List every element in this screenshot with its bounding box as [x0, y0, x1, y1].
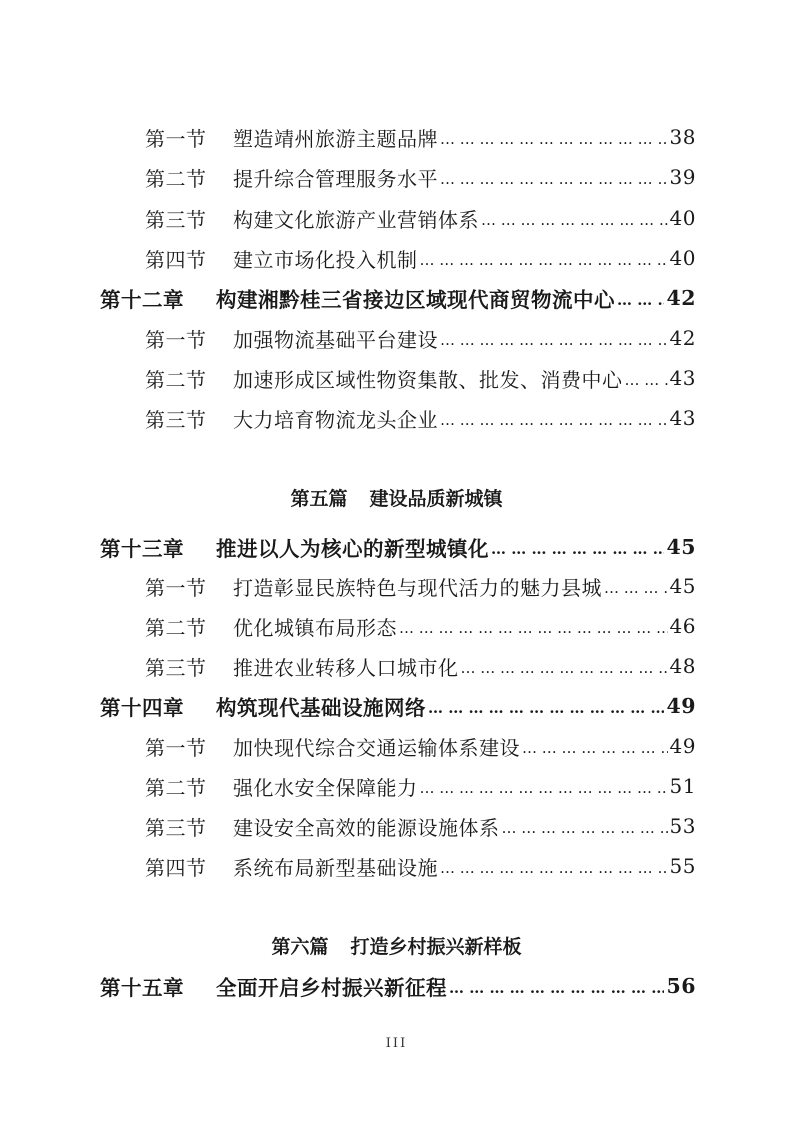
toc-chapter-entry[interactable]	[100, 691, 696, 721]
section-number: 第三节	[145, 655, 207, 680]
section-title: 提升综合管理服务水平	[233, 166, 438, 191]
toc-section-entry[interactable]	[145, 651, 696, 681]
page-ref: 49	[669, 734, 696, 758]
chapter-title: 构筑现代基础设施网络	[216, 696, 426, 720]
section-title: 构建文化旅游产业营销体系	[233, 207, 479, 232]
toc-section-entry[interactable]	[145, 203, 696, 233]
dot-leader	[440, 331, 668, 349]
toc-section-entry[interactable]	[145, 243, 696, 273]
toc-section-entry[interactable]	[145, 731, 696, 761]
dot-leader	[420, 251, 668, 269]
dot-leader	[420, 779, 668, 797]
section-title: 加强物流基础平台建设	[233, 327, 438, 352]
section-title: 推进农业转移人口城市化	[233, 655, 459, 680]
toc-chapter-entry[interactable]	[100, 971, 696, 1001]
dot-leader	[502, 819, 668, 837]
dot-leader	[617, 291, 664, 309]
section-number: 第二节	[145, 775, 207, 800]
toc-section-entry[interactable]	[145, 851, 696, 881]
part-heading	[0, 932, 793, 959]
page-ref: 56	[666, 974, 696, 998]
section-number: 第三节	[145, 207, 207, 232]
dot-leader	[481, 211, 668, 229]
dot-leader	[440, 130, 668, 148]
section-number: 第三节	[145, 815, 207, 840]
part-number: 第五篇	[290, 488, 348, 510]
toc-section-entry[interactable]	[145, 162, 696, 192]
dot-leader	[604, 579, 668, 597]
dot-leader	[440, 411, 668, 429]
section-number: 第三节	[145, 407, 207, 432]
section-title: 打造彰显民族特色与现代活力的魅力县城	[233, 575, 602, 600]
toc-section-entry[interactable]	[145, 571, 696, 601]
chapter-number: 第十二章	[100, 288, 184, 312]
chapter-number: 第十三章	[100, 537, 184, 561]
section-title: 加速形成区域性物资集散、批发、消费中心	[233, 367, 623, 392]
toc-chapter-entry[interactable]	[100, 283, 696, 313]
page-ref: 43	[669, 406, 696, 430]
part-number: 第六篇	[271, 936, 329, 958]
section-number: 第二节	[145, 166, 207, 191]
section-title: 建设安全高效的能源设施体系	[233, 815, 500, 840]
toc-chapter-entry[interactable]	[100, 532, 696, 562]
dot-leader	[440, 170, 668, 188]
page-number: III	[385, 1036, 408, 1051]
chapter-title: 全面开启乡村振兴新征程	[216, 976, 447, 1000]
toc-section-entry[interactable]	[145, 611, 696, 641]
dot-leader	[461, 659, 668, 677]
part-title: 建设品质新城镇	[369, 488, 503, 510]
toc-section-entry[interactable]	[145, 403, 696, 433]
page-ref: 51	[669, 774, 696, 798]
chapter-title: 构建湘黔桂三省接边区域现代商贸物流中心	[216, 288, 615, 312]
page-ref: 38	[669, 125, 696, 149]
section-number: 第一节	[145, 735, 207, 760]
page-ref: 42	[666, 286, 696, 310]
toc-section-entry[interactable]	[145, 323, 696, 353]
chapter-number: 第十四章	[100, 696, 184, 720]
page-ref: 53	[669, 814, 696, 838]
page-ref: 40	[669, 246, 696, 270]
dot-leader	[522, 739, 668, 757]
page-ref: 48	[669, 654, 696, 678]
section-number: 第一节	[145, 126, 207, 151]
page-ref: 45	[666, 535, 696, 559]
page-ref: 42	[669, 326, 696, 350]
page-ref: 55	[669, 854, 696, 878]
section-title: 建立市场化投入机制	[233, 247, 418, 272]
dot-leader	[625, 371, 668, 389]
section-number: 第二节	[145, 615, 207, 640]
toc-section-entry[interactable]	[145, 771, 696, 801]
section-title: 优化城镇布局形态	[233, 615, 397, 640]
page-ref: 39	[669, 165, 696, 189]
page-ref: 49	[666, 694, 696, 718]
page-ref: 40	[669, 206, 696, 230]
section-title: 塑造靖州旅游主题品牌	[233, 126, 438, 151]
section-title: 大力培育物流龙头企业	[233, 407, 438, 432]
chapter-number: 第十五章	[100, 976, 184, 1000]
section-number: 第四节	[145, 855, 207, 880]
section-number: 第四节	[145, 247, 207, 272]
section-title: 系统布局新型基础设施	[233, 855, 438, 880]
page-ref: 43	[669, 366, 696, 390]
part-title: 打造乡村振兴新样板	[350, 936, 522, 958]
page-ref: 45	[669, 574, 696, 598]
dot-leader	[440, 859, 668, 877]
section-number: 第二节	[145, 367, 207, 392]
dot-leader	[399, 619, 668, 637]
section-number: 第一节	[145, 327, 207, 352]
chapter-title: 推进以人为核心的新型城镇化	[216, 537, 489, 561]
toc-section-entry[interactable]	[145, 811, 696, 841]
part-heading	[0, 484, 793, 511]
toc-section-entry[interactable]	[145, 363, 696, 393]
section-title: 强化水安全保障能力	[233, 775, 418, 800]
section-number: 第一节	[145, 575, 207, 600]
toc-section-entry[interactable]	[145, 122, 696, 152]
page-ref: 46	[669, 614, 696, 638]
dot-leader	[491, 540, 664, 558]
dot-leader	[449, 979, 664, 997]
dot-leader	[428, 699, 664, 717]
section-title: 加快现代综合交通运输体系建设	[233, 735, 520, 760]
